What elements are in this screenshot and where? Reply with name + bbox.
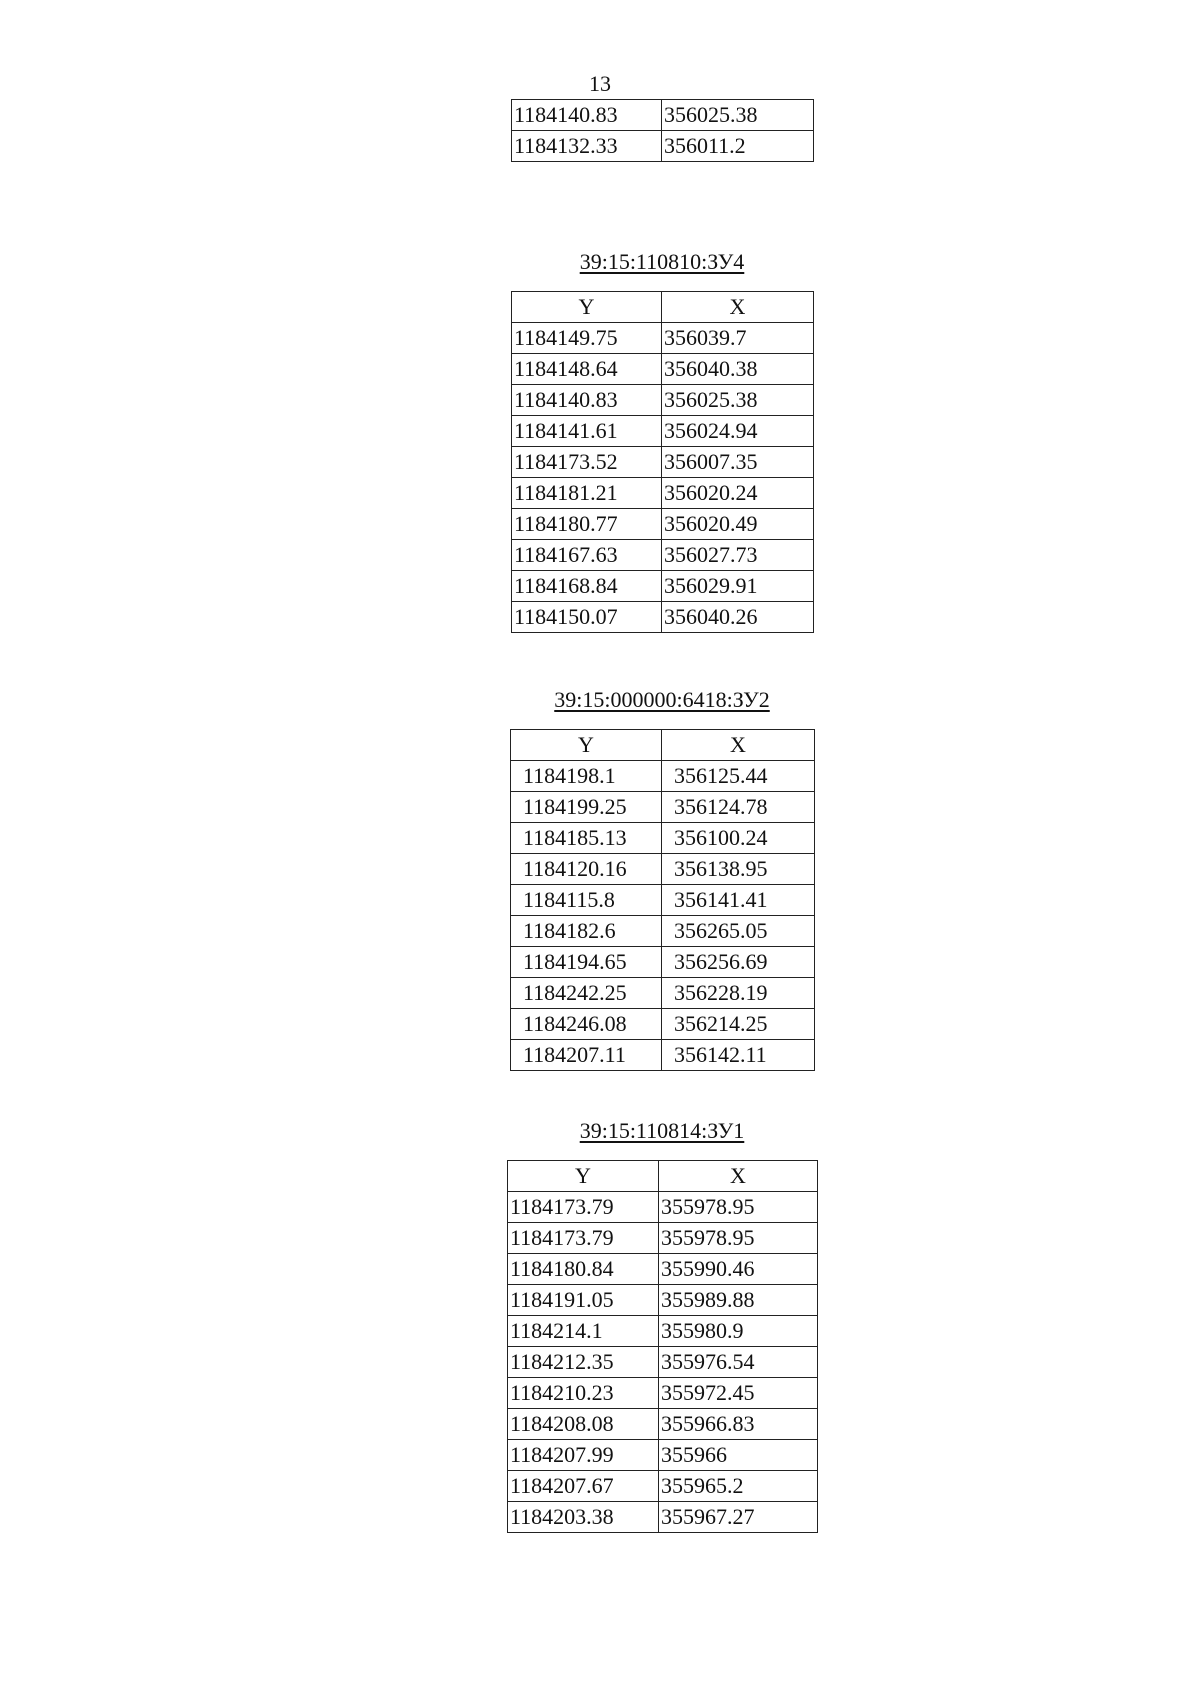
cell-y: 1184173.79 (508, 1223, 659, 1254)
table-row (512, 509, 814, 540)
table-row (511, 823, 815, 854)
cell-x: 356124.78 (662, 792, 815, 823)
table-row (508, 1316, 818, 1347)
cell-x: 356027.73 (662, 540, 814, 571)
block-title-110814-zu1: 39:15:110814:ЗУ1 (579, 1118, 745, 1143)
cell-y: 1184185.13 (511, 823, 662, 854)
cell-y: 1184182.6 (511, 916, 662, 947)
table-row (508, 1254, 818, 1285)
table-row (512, 131, 814, 162)
table-row (511, 916, 815, 947)
cell-y: 1184141.61 (512, 416, 662, 447)
cell-y: 1184180.77 (512, 509, 662, 540)
cell-x: 355980.9 (659, 1316, 818, 1347)
cell-x: 356040.38 (662, 354, 814, 385)
cell-x: 355965.2 (659, 1471, 818, 1502)
cell-y: 1184191.05 (508, 1285, 659, 1316)
cell-y: 1184180.84 (508, 1254, 659, 1285)
cell-x: 356214.25 (662, 1009, 815, 1040)
cell-x: 356020.24 (662, 478, 814, 509)
cell-x: 356025.38 (662, 385, 814, 416)
header-row (508, 1161, 818, 1192)
cell-x: 356256.69 (662, 947, 815, 978)
cell-y: 1184199.25 (511, 792, 662, 823)
cell-y: 1184246.08 (511, 1009, 662, 1040)
cell-x: 356265.05 (662, 916, 815, 947)
cell-y: 1184207.11 (511, 1040, 662, 1071)
cell-x: 356020.49 (662, 509, 814, 540)
column-header-x: X (662, 292, 814, 323)
column-header-x: X (659, 1161, 818, 1192)
cell-x: 356011.2 (662, 131, 814, 162)
cell-x: 356138.95 (662, 854, 815, 885)
table-row (508, 1378, 818, 1409)
table-row (512, 478, 814, 509)
cell-x: 356142.11 (662, 1040, 815, 1071)
cell-x: 355978.95 (659, 1192, 818, 1223)
cell-y: 1184203.38 (508, 1502, 659, 1533)
cell-y: 1184150.07 (512, 602, 662, 633)
cell-y: 1184198.1 (511, 761, 662, 792)
cell-y: 1184140.83 (512, 385, 662, 416)
table-row (508, 1285, 818, 1316)
cell-x: 356024.94 (662, 416, 814, 447)
cell-x: 356025.38 (662, 100, 814, 131)
table-row (512, 354, 814, 385)
cell-x: 355990.46 (659, 1254, 818, 1285)
table-row (508, 1409, 818, 1440)
cell-x: 355972.45 (659, 1378, 818, 1409)
cell-y: 1184210.23 (508, 1378, 659, 1409)
header-row (512, 292, 814, 323)
block-title-zu4: 39:15:110810:ЗУ4 (579, 249, 745, 274)
cell-y: 1184194.65 (511, 947, 662, 978)
cell-x: 356039.7 (662, 323, 814, 354)
cell-x: 355966 (659, 1440, 818, 1471)
table-row (512, 602, 814, 633)
coordinates-table-zu4 (511, 291, 814, 633)
table-row (512, 416, 814, 447)
block-title-6418-zu2: 39:15:000000:6418:ЗУ2 (554, 687, 770, 712)
table-row (512, 100, 814, 131)
table-row (508, 1440, 818, 1471)
cell-x: 355976.54 (659, 1347, 818, 1378)
table-row (512, 323, 814, 354)
cell-y: 1184212.35 (508, 1347, 659, 1378)
table-row (508, 1471, 818, 1502)
cell-x: 356007.35 (662, 447, 814, 478)
cell-y: 1184148.64 (512, 354, 662, 385)
table-row (512, 385, 814, 416)
continued-coordinates-table (511, 99, 814, 162)
cell-y: 1184181.21 (512, 478, 662, 509)
cell-y: 1184168.84 (512, 571, 662, 602)
cell-x: 356029.91 (662, 571, 814, 602)
cell-x: 356141.41 (662, 885, 815, 916)
coordinates-table-110814-zu1 (507, 1160, 818, 1533)
cell-y: 1184207.67 (508, 1471, 659, 1502)
table-row (508, 1192, 818, 1223)
table-row (511, 947, 815, 978)
table-row (511, 761, 815, 792)
cell-y: 1184149.75 (512, 323, 662, 354)
cell-y: 1184208.08 (508, 1409, 659, 1440)
table-row (508, 1347, 818, 1378)
header-row (511, 730, 815, 761)
page-number: 13 (589, 71, 611, 96)
cell-x: 355989.88 (659, 1285, 818, 1316)
cell-x: 355966.83 (659, 1409, 818, 1440)
cell-x: 355978.95 (659, 1223, 818, 1254)
cell-y: 1184173.79 (508, 1192, 659, 1223)
coordinates-table-6418-zu2 (510, 729, 815, 1071)
cell-x: 356100.24 (662, 823, 815, 854)
cell-y: 1184173.52 (512, 447, 662, 478)
table-row (512, 540, 814, 571)
cell-y: 1184120.16 (511, 854, 662, 885)
table-row (511, 1040, 815, 1071)
cell-y: 1184115.8 (511, 885, 662, 916)
table-row (508, 1223, 818, 1254)
column-header-y: Y (511, 730, 662, 761)
table-row (511, 792, 815, 823)
table-row (511, 1009, 815, 1040)
cell-y: 1184242.25 (511, 978, 662, 1009)
cell-x: 355967.27 (659, 1502, 818, 1533)
table-row (512, 447, 814, 478)
table-row (511, 978, 815, 1009)
cell-x: 356125.44 (662, 761, 815, 792)
column-header-y: Y (508, 1161, 659, 1192)
column-header-y: Y (512, 292, 662, 323)
table-row (511, 854, 815, 885)
cell-y: 1184207.99 (508, 1440, 659, 1471)
column-header-x: X (662, 730, 815, 761)
cell-y: 1184167.63 (512, 540, 662, 571)
cell-y: 1184132.33 (512, 131, 662, 162)
table-row (512, 571, 814, 602)
cell-x: 356228.19 (662, 978, 815, 1009)
cell-y: 1184140.83 (512, 100, 662, 131)
table-row (511, 885, 815, 916)
table-row (508, 1502, 818, 1533)
cell-y: 1184214.1 (508, 1316, 659, 1347)
cell-x: 356040.26 (662, 602, 814, 633)
